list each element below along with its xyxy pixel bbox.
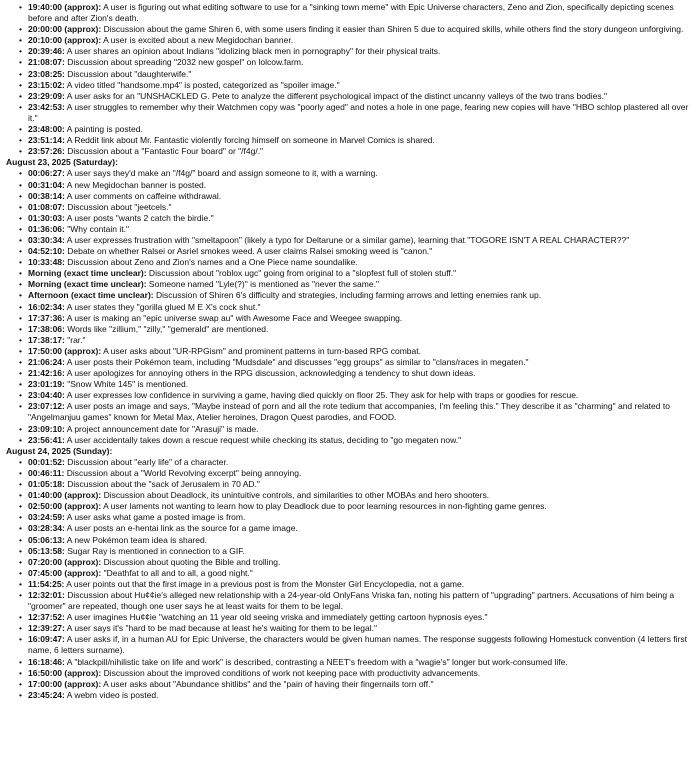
entry-time: 21:42:16: bbox=[28, 368, 65, 379]
entry-time: Morning (exact time unclear): bbox=[28, 268, 147, 279]
entry-text: A webm video is posted. bbox=[64, 689, 159, 700]
entry-time: 20:10:00 (approx): bbox=[28, 35, 102, 46]
log-entry bbox=[28, 546, 691, 557]
entry-text: A user says it's "hard to be mad because at least he's waiting for them to be legal." bbox=[64, 623, 378, 634]
log-entry bbox=[28, 435, 691, 446]
entry-time: 03:24:59: bbox=[28, 512, 65, 523]
log-entry bbox=[28, 224, 691, 235]
log-entry bbox=[28, 80, 691, 91]
log-entry bbox=[28, 35, 691, 46]
log-entry bbox=[28, 590, 691, 612]
log-entry bbox=[28, 213, 691, 224]
entry-time: 19:40:00 (approx): bbox=[28, 2, 102, 12]
entry-text: Someone named "Lyle(?)" is mentioned as "never the same." bbox=[146, 279, 379, 290]
entry-text: A user is figuring out what editing software to use for a "sinking town meme" with Epic Universe characters, Zeno and Zion, specifically depicting scenes before and after Zion's death. bbox=[28, 2, 674, 24]
entry-time: 23:07:12: bbox=[28, 401, 65, 412]
entry-time: 00:06:27: bbox=[28, 168, 65, 179]
entry-text: A user posts "wants 2 catch the birdie." bbox=[64, 212, 214, 223]
entry-time: 10:33:48: bbox=[28, 257, 65, 268]
entry-text: A new Megidochan banner is posted. bbox=[64, 179, 207, 190]
entry-text: "Snow White 145" is mentioned. bbox=[64, 379, 189, 390]
entry-text: A user comments on caffeine withdrawal. bbox=[64, 190, 222, 201]
entry-text: A user asks what game a posted image is from. bbox=[64, 512, 246, 523]
entry-list bbox=[6, 168, 691, 445]
log-entry bbox=[28, 91, 691, 102]
entry-text: A user shares an opinion about Indians "idolizing black men in pornography" for their physical traits. bbox=[64, 46, 441, 57]
entry-time: 00:38:14: bbox=[28, 190, 65, 201]
entry-time: 00:01:52: bbox=[28, 456, 65, 467]
entry-text: Discussion about spreading "2032 new gospel" on lolcow.farm. bbox=[64, 57, 304, 68]
log-entry bbox=[28, 180, 691, 191]
entry-time: 23:08:25: bbox=[28, 68, 65, 79]
entry-time: Afternoon (exact time unclear): bbox=[28, 290, 154, 301]
log-entry bbox=[28, 102, 691, 124]
log-entry bbox=[28, 46, 691, 57]
entry-text: Discussion of Shiren 6's difficulty and strategies, including farming arrows and letting enemies rank up. bbox=[153, 290, 542, 301]
entry-text: A user expresses frustration with "smeltapoon" (likely a typo for Deltarune or a similar game), learning that "TOGORE ISN'T A REAL CHARACTER??" bbox=[64, 234, 630, 245]
entry-text: Discussion about "early life" of a character. bbox=[64, 456, 229, 467]
entry-text: A painting is posted. bbox=[64, 124, 143, 135]
entry-text: A user asks about "Abundance shitlibs" and the "pain of having their fingernails torn off." bbox=[101, 678, 434, 689]
log-entry bbox=[28, 290, 691, 301]
log-entry bbox=[28, 2, 691, 24]
log-entry bbox=[28, 246, 691, 257]
log-entry bbox=[28, 468, 691, 479]
entry-time: 23:45:24: bbox=[28, 689, 65, 700]
log-entry bbox=[28, 235, 691, 246]
entry-time: 17:38:17: bbox=[28, 334, 65, 345]
log-entry bbox=[28, 135, 691, 146]
entry-time: 00:31:04: bbox=[28, 179, 65, 190]
entry-time: 00:46:11: bbox=[28, 467, 65, 478]
log-entry bbox=[28, 690, 691, 701]
entry-text: Discussion about a "Fantastic Four board" or "/f4g/." bbox=[64, 146, 264, 157]
entry-time: 07:45:00 (approx): bbox=[28, 567, 102, 578]
entry-time: 12:32:01: bbox=[28, 589, 65, 600]
entry-time: 01:05:18: bbox=[28, 479, 65, 490]
log-entry bbox=[28, 124, 691, 135]
entry-time: 23:48:00: bbox=[28, 124, 65, 135]
entry-time: 16:02:34: bbox=[28, 301, 65, 312]
log-entry bbox=[28, 623, 691, 634]
entry-time: 01:40:00 (approx): bbox=[28, 490, 102, 501]
entry-time: 03:28:34: bbox=[28, 523, 65, 534]
entry-text: A user asks for an "UNSHACKLED G. Pete to analyze the different psychological impact of the distinct uncanny valleys of the two trans bodies." bbox=[64, 90, 607, 101]
entry-text: A project announcement date for "Arasuji" is made. bbox=[64, 423, 259, 434]
entry-text: A user posts an e-hentai link as the source for a game image. bbox=[64, 523, 298, 534]
log-entry bbox=[28, 579, 691, 590]
entry-time: 23:42:53: bbox=[28, 101, 65, 112]
entry-text: A user apologizes for annoying others in the RPG discussion, acknowledging a tendency to shut down ideas. bbox=[64, 368, 476, 379]
log-entry bbox=[28, 501, 691, 512]
entry-time: 17:38:06: bbox=[28, 323, 65, 334]
entry-text: A video titled "handsome.mp4" is posted, categorized as "spoiler image." bbox=[64, 79, 340, 90]
log-entry bbox=[28, 657, 691, 668]
entry-time: 17:37:36: bbox=[28, 312, 65, 323]
entry-text: Discussion about a "World Revolving excerpt" being annoying. bbox=[64, 467, 302, 478]
entry-text: A Reddit link about Mr. Fantastic violently forcing himself on someone in Marvel Comics is shared. bbox=[64, 135, 435, 146]
entry-text: Discussion about the game Shiren 6, with some users finding it easier than Shiren 5 due to acquired skills, while others find the story dungeon unforgiving. bbox=[101, 24, 684, 35]
entry-time: 21:06:24: bbox=[28, 357, 65, 367]
log-entry bbox=[28, 612, 691, 623]
entry-text: Discussion about quoting the Bible and trolling. bbox=[101, 556, 281, 567]
entry-text: A user asks about "UR-RPGism" and prominent patterns in turn-based RPG combat. bbox=[101, 345, 421, 356]
log-entry bbox=[28, 357, 691, 368]
entry-time: Morning (exact time unclear): bbox=[28, 279, 147, 290]
entry-text: Discussion about "jeetcels." bbox=[64, 201, 172, 212]
entry-time: 01:36:06: bbox=[28, 223, 65, 234]
entry-time: 20:39:46: bbox=[28, 46, 65, 57]
log-entry bbox=[28, 512, 691, 523]
entry-time: 23:29:09: bbox=[28, 90, 65, 101]
log-entry bbox=[28, 679, 691, 690]
log-entry bbox=[28, 568, 691, 579]
entry-text: Discussion about "daughterwife." bbox=[64, 68, 192, 79]
log-entry bbox=[28, 457, 691, 468]
entry-time: 02:50:00 (approx): bbox=[28, 501, 102, 512]
entry-text: A user expresses low confidence in surviving a game, having died quickly on floor 25. They ask for help with traps or goodies for rescue. bbox=[64, 390, 579, 401]
log-entry bbox=[28, 523, 691, 534]
log-entry bbox=[28, 24, 691, 35]
log-entry bbox=[28, 257, 691, 268]
entry-text: Discussion about the improved conditions of work not keeping pace with productivity advancements. bbox=[101, 667, 481, 678]
log-entry bbox=[28, 324, 691, 335]
log-entry bbox=[28, 146, 691, 157]
entry-text: A user struggles to remember why their Watchmen copy was "poorly aged" and notes a hole in one page, fearing new copies will have "HBO schlop plastered all over it." bbox=[28, 101, 689, 123]
entry-list bbox=[6, 457, 691, 701]
entry-time: 12:37:52: bbox=[28, 612, 65, 623]
entry-time: 23:15:02: bbox=[28, 79, 65, 90]
entry-time: 01:30:03: bbox=[28, 212, 65, 223]
entry-time: 11:54:25: bbox=[28, 578, 65, 589]
entry-time: 17:00:00 (approx): bbox=[28, 678, 102, 689]
log-entry bbox=[28, 335, 691, 346]
log-entry bbox=[28, 69, 691, 80]
entry-time: 23:56:41: bbox=[28, 434, 65, 445]
entry-text: A user points out that the first image in a previous post is from the Monster Girl Encyclopedia, not a game. bbox=[64, 578, 465, 589]
entry-time: 23:09:10: bbox=[28, 423, 65, 434]
entry-text: Words like "zillium," "zilly," "gemerald" are mentioned. bbox=[64, 323, 269, 334]
entry-text: A user posts their Pokémon team, including "Mudsdale" and discusses "egg groups" as similar to "clans/races in megaten." bbox=[64, 357, 529, 367]
entry-text: A user accidentally takes down a rescue request while checking its status, deciding to "go megaten now." bbox=[64, 434, 462, 445]
entry-time: 01:08:07: bbox=[28, 201, 65, 212]
log-entry bbox=[28, 390, 691, 401]
log-entry bbox=[28, 202, 691, 213]
entry-time: 16:18:46: bbox=[28, 656, 65, 667]
entry-text: A user says they'd make an "/f4g/" board and assign someone to it, with a warning. bbox=[64, 168, 378, 179]
entry-text: Discussion about the "sack of Jerusalem in 70 AD." bbox=[64, 479, 260, 490]
entry-time: 20:00:00 (approx): bbox=[28, 24, 102, 35]
entry-text: A user is making an "epic universe swap au" with Awesome Face and Weegee swapping. bbox=[64, 312, 403, 323]
entry-time: 05:13:58: bbox=[28, 545, 65, 556]
entry-text: Discussion about Zeno and Zion's names and a One Piece name soundalike. bbox=[64, 257, 358, 268]
log-entry bbox=[28, 302, 691, 313]
entry-time: 07:20:00 (approx): bbox=[28, 556, 102, 567]
date-heading: August 24, 2025 (Sunday): bbox=[6, 445, 113, 456]
entry-text: A new Pokémon team idea is shared. bbox=[64, 534, 208, 545]
entry-text: "Why contain it." bbox=[64, 223, 129, 234]
log-entry bbox=[28, 279, 691, 290]
entry-time: 23:04:40: bbox=[28, 390, 65, 401]
entry-text: Debate on whether Ralsei or Asriel smokes weed. A user claims Ralsei smoking weed is "canon." bbox=[64, 246, 433, 257]
log-entry bbox=[28, 535, 691, 546]
log-entry bbox=[28, 268, 691, 279]
entry-time: 17:50:00 (approx): bbox=[28, 345, 102, 356]
entry-text: Sugar Ray is mentioned in connection to a GIF. bbox=[64, 545, 245, 556]
entry-list bbox=[6, 2, 691, 157]
entry-text: Discussion about Deadlock, its unintuitive controls, and similarities to other MOBAs and hero shooters. bbox=[101, 490, 490, 501]
entry-time: 16:50:00 (approx): bbox=[28, 667, 102, 678]
log-entry bbox=[28, 368, 691, 379]
log-entry bbox=[28, 379, 691, 390]
entry-text: A user laments not wanting to learn how to play Deadlock due to poor learning resources in non-fighting game genres. bbox=[101, 501, 547, 512]
entry-time: 21:08:07: bbox=[28, 57, 65, 68]
entry-text: A user imagines Hu¢¢ie "watching an 11 year old seeing vriska and immediately getting cartoon hypnosis eyes." bbox=[64, 612, 488, 623]
entry-time: 23:57:26: bbox=[28, 146, 65, 157]
entry-time: 12:39:27: bbox=[28, 623, 65, 634]
entry-text: A user states they "gorilla glued M E X's cock shut." bbox=[64, 301, 261, 312]
log-entry bbox=[28, 479, 691, 490]
entry-text: A user asks if, in a human AU for Epic Universe, the characters would be given human names. The response suggests following Homestuck convention (4 letters first name, 6 letters surname). bbox=[28, 634, 687, 656]
log-entry bbox=[28, 668, 691, 679]
entry-time: 23:01:19: bbox=[28, 379, 65, 390]
log-entry bbox=[28, 401, 691, 423]
entry-text: Discussion about "roblox ugc" going from original to a "slopfest full of stolen stuff." bbox=[146, 268, 457, 279]
log-entry bbox=[28, 424, 691, 435]
entry-text: A user posts an image and says, "Maybe instead of porn and all the rote tedium that accompanies, I'm feeling this." They describe it as "charming" and related to "Angelmanjuu games" known for Metal Max, Atelier heroines, Dragon Quest parodies, and FOOD. bbox=[28, 401, 670, 423]
log-entry bbox=[28, 57, 691, 68]
log-entry bbox=[28, 191, 691, 202]
entry-text: Discussion about Hu¢¢ie's alleged new relationship with a 24-year-old OnlyFans Vriska fan, noting his pattern of "upgrading" partners. Accusations of him being a "groomer" are repeated, though one user says he at least waits for them to be legal. bbox=[28, 589, 675, 612]
entry-text: "rar." bbox=[64, 334, 86, 345]
entry-time: 05:06:13: bbox=[28, 534, 65, 545]
entry-text: A "blackpill/nihilistic take on life and work" is described, contrasting a NEET's freedom with a "wagie's" longer but work-consumed life. bbox=[64, 656, 568, 667]
log-entry bbox=[28, 168, 691, 179]
log-entry bbox=[28, 313, 691, 324]
log-entry bbox=[28, 634, 691, 656]
entry-time: 03:30:34: bbox=[28, 234, 65, 245]
entry-text: "Deathfat to all and to all, a good night." bbox=[101, 567, 253, 578]
log-entry bbox=[28, 346, 691, 357]
entry-time: 16:09:47: bbox=[28, 634, 65, 645]
entry-time: 04:52:10: bbox=[28, 246, 65, 257]
date-heading: August 23, 2025 (Saturday): bbox=[6, 157, 118, 168]
entry-time: 23:51:14: bbox=[28, 135, 65, 146]
log-entry bbox=[28, 557, 691, 568]
log-entry bbox=[28, 490, 691, 501]
entry-text: A user is excited about a new Megidochan banner. bbox=[101, 35, 294, 46]
